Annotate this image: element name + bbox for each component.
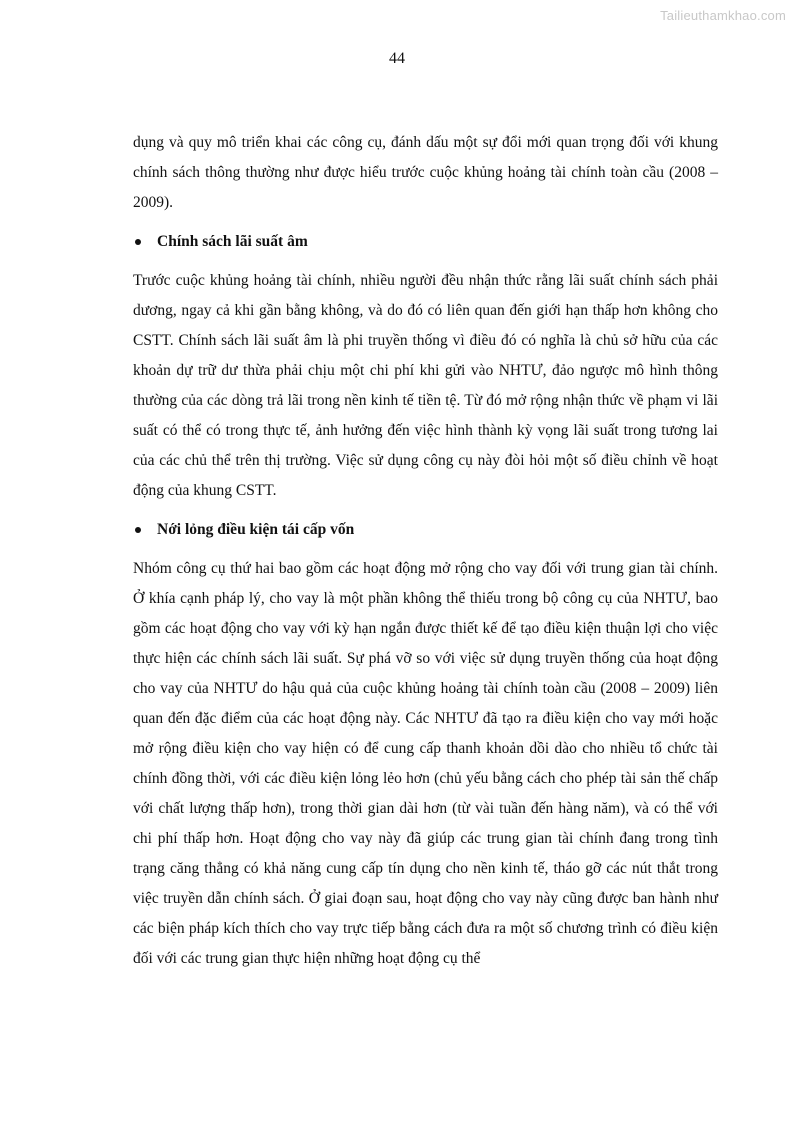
bullet-icon [135,239,141,245]
heading-refinancing [133,515,718,545]
heading-text: Nới lỏng điều kiện tái cấp vốn [157,521,355,538]
paragraph-refinancing: Nhóm công cụ thứ hai bao gồm các hoạt động mở rộng cho vay đối với trung gian tài chính. Ở khía cạnh pháp lý, cho vay là một phần không thể thiếu trong bộ công cụ của NHTƯ, bao gồm các hoạt động cho vay với kỳ hạn ngắn được thiết kế để tạo điều kiện thuận lợi cho việc thực hiện các chính sách lãi suất. Sự phá vỡ so với việc sử dụng truyền thống của hoạt động cho vay của NHTƯ do hậu quả của cuộc khủng hoảng tài chính toàn cầu (2008 – 2009) liên quan đến đặc điểm của các hoạt động này. Các NHTƯ đã tạo ra điều kiện cho vay mới hoặc mở rộng điều kiện cho vay hiện có để cung cấp thanh khoản dồi dào cho nhiều tổ chức tài chính đồng thời, với các điều kiện lỏng lẻo hơn (chủ yếu bằng cách cho phép tài sản thế chấp với chất lượng thấp hơn), trong thời gian dài hơn (từ vài tuần đến hàng năm), và có thể với chi phí thấp hơn. Hoạt động cho vay này đã giúp các trung gian tài chính đang trong tình trạng căng thẳng có khả năng cung cấp tín dụng cho nền kinh tế, tháo gỡ các nút thắt trong việc truyền dẫn chính sách. Ở giai đoạn sau, hoạt động cho vay này cũng được ban hành như các biện pháp kích thích cho vay trực tiếp bằng cách đưa ra một số chương trình có điều kiện đối với các trung gian thực hiện những hoạt động cụ thể [133,560,718,967]
paragraph-intro: dụng và quy mô triển khai các công cụ, đánh dấu một sự đổi mới quan trọng đối với khung chính sách thông thường như được hiểu trước cuộc khủng hoảng tài chính toàn cầu (2008 – 2009). [133,134,718,211]
heading-negative-interest-rate [133,227,718,257]
bullet-icon [135,527,141,533]
watermark: Tailieuthamkhao.com [660,8,786,23]
document-body [133,128,718,974]
paragraph-negative-interest-rate: Trước cuộc khủng hoảng tài chính, nhiều người đều nhận thức rằng lãi suất chính sách phải dương, ngay cả khi gần bằng không, và do đó có liên quan đến giới hạn thấp hơn không cho CSTT. Chính sách lãi suất âm là phi truyền thống vì điều đó có nghĩa là chủ sở hữu của các khoản dự trữ dư thừa phải chịu một chi phí khi gửi vào NHTƯ, đảo ngược mô hình thông thường của các dòng trả lãi trong nền kinh tế tiền tệ. Từ đó mở rộng nhận thức về phạm vi lãi suất có thể có trong thực tế, ảnh hưởng đến việc hình thành kỳ vọng lãi suất trong tương lai của các chủ thể trên thị trường. Việc sử dụng công cụ này đòi hỏi một số điều chỉnh về hoạt động của khung CSTT. [133,272,718,499]
page-number: 44 [389,50,405,67]
heading-text: Chính sách lãi suất âm [157,233,308,250]
